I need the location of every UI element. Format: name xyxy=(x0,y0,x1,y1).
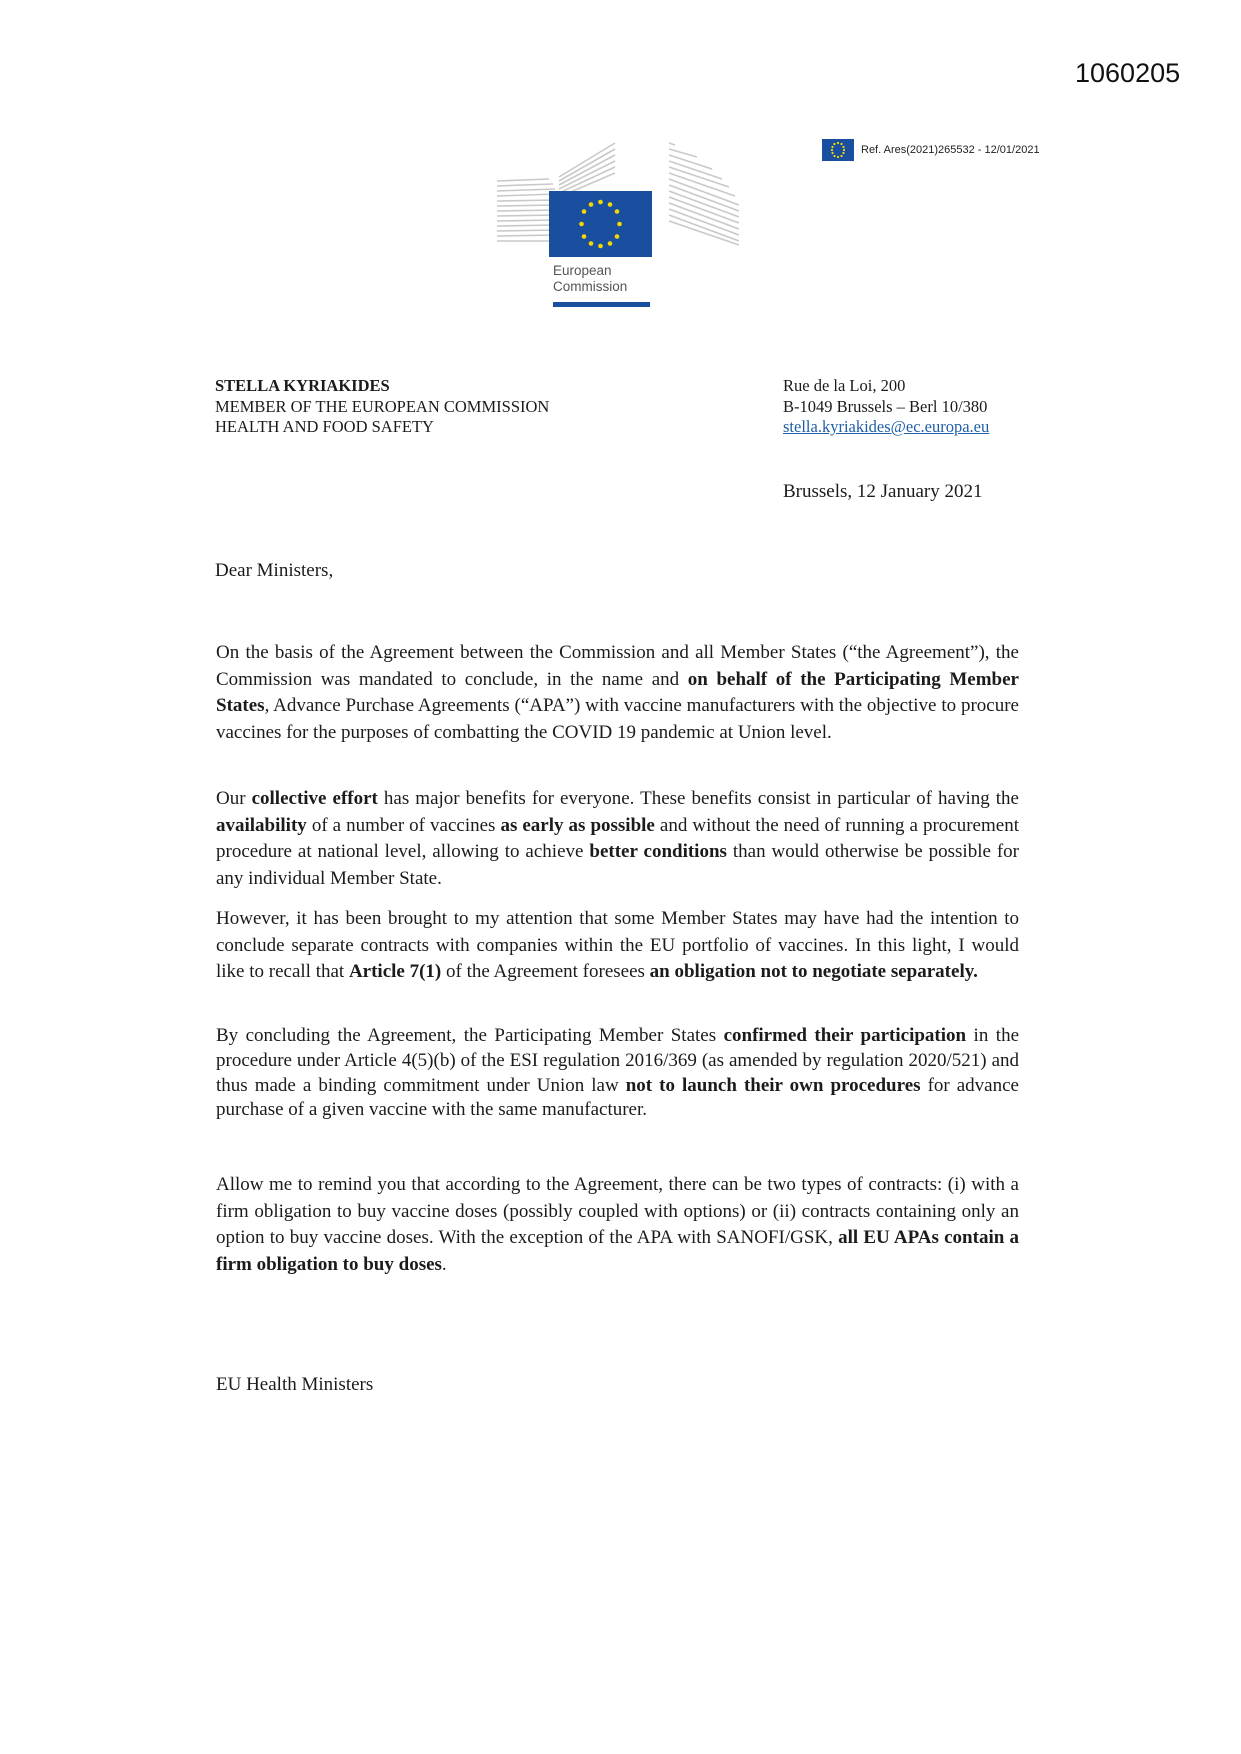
closing-recipient: EU Health Ministers xyxy=(216,1374,374,1395)
letter-date: Brussels, 12 January 2021 xyxy=(783,481,983,502)
reference-number: Ref. Ares(2021)265532 - 12/01/2021 xyxy=(861,144,1040,156)
reference-stamp xyxy=(822,139,1040,161)
address-city: B-1049 Brussels – Berl 10/380 xyxy=(783,396,988,416)
salutation: Dear Ministers, xyxy=(215,560,334,581)
paragraph-3: However, it has been brought to my attention that some Member States may have had the intention to conclude separate contracts with companies within the EU portfolio of vaccines. In this light, I would like to recall that Article 7(1) of the Agreement foresees an obligation not to negotiate separately. xyxy=(216,908,1019,982)
logo-underline xyxy=(553,302,650,307)
email-link[interactable]: stella.kyriakides@ec.europa.eu xyxy=(783,417,990,436)
sender-portfolio: HEALTH AND FOOD SAFETY xyxy=(215,417,434,436)
address-street: Rue de la Loi, 200 xyxy=(783,376,906,395)
sender-block xyxy=(215,376,549,438)
paragraph-2: Our collective effort has major benefits for everyone. These benefits consist in particular of having the availability of a number of vaccines as early as possible and without the need of running a procurement procedure at national level, allowing to achieve better conditions than would otherwise be possible for any individual Member State. xyxy=(216,788,1019,889)
paragraph-1: On the basis of the Agreement between the Commission and all Member States (“the Agreement”), the Commission was mandated to conclude, in the name and on behalf of the Participating Member States, Advance Purchase Agreements (“APA”) with vaccine manufacturers with the objective to procure vaccines for the purposes of combatting the COVID 19 pandemic at Union level. xyxy=(216,642,1019,743)
eu-flag-icon xyxy=(822,139,854,161)
sender-title: MEMBER OF THE EUROPEAN COMMISSION xyxy=(215,396,550,416)
document-id: 1060205 xyxy=(1075,58,1181,88)
sender-name: STELLA KYRIAKIDES xyxy=(215,376,390,395)
address-block xyxy=(783,376,989,438)
paragraph-5: Allow me to remind you that according to the Agreement, there can be two types of contracts: (i) with a firm obligation to buy vaccine doses (possibly coupled with options) or (ii) contracts containing only an option to buy vaccine doses. With the exception of the APA with SANOFI/GSK, all EU APAs contain a firm obligation to buy doses. xyxy=(216,1174,1019,1275)
logo-caption: European Commission xyxy=(553,263,628,294)
paragraph-4: By concluding the Agreement, the Participating Member States confirmed their participation in the procedure under Article 4(5)(b) of the ESI regulation 2016/369 (as amended by regulation 2020/521) and thus made a binding commitment under Union law not to launch their own procedures for advance purchase of a given vaccine with the same manufacturer. xyxy=(216,1025,1020,1121)
